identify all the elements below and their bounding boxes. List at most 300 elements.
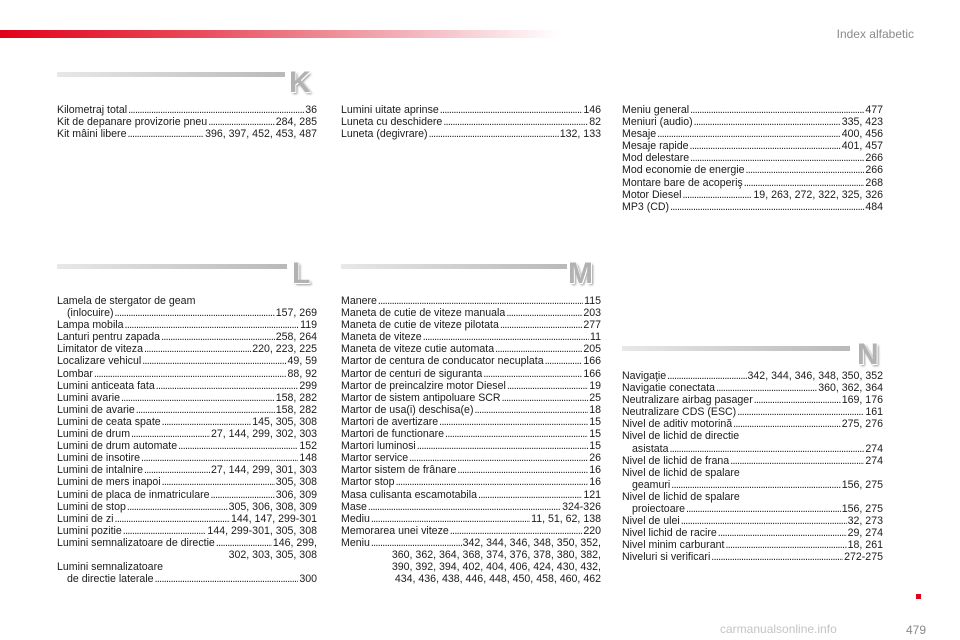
index-entry <box>622 430 883 442</box>
leader-dots <box>128 104 304 116</box>
index-term: Lumini de drum automate <box>57 440 178 453</box>
index-entry: 302, 303, 305, 308 <box>228 548 317 561</box>
index-entry <box>622 189 883 201</box>
leader-dots <box>216 537 272 549</box>
index-pages: 158, 282 <box>275 391 317 404</box>
index-pages: 121 <box>583 488 601 501</box>
section-letter-m: M <box>568 257 593 290</box>
index-entry <box>341 428 601 440</box>
index-entry <box>341 104 601 116</box>
index-pages: 205 <box>583 343 601 356</box>
index-term: Maneta de viteze cutie automata <box>341 343 495 356</box>
index-entry <box>622 116 883 128</box>
index-term: Motor Diesel <box>622 188 682 201</box>
index-pages: 27, 144, 299, 301, 303 <box>210 464 317 477</box>
index-term: Lumini de avarie <box>57 403 135 416</box>
index-term: Nivel de ulei <box>622 515 680 528</box>
index-entry <box>57 307 317 319</box>
leader-dots <box>682 189 752 201</box>
index-term: Lumini uitate aprinse <box>341 104 439 116</box>
index-term: Luneta (degivrare) <box>341 128 428 141</box>
index-pages: 82 <box>589 116 601 129</box>
index-pages: 132, 133 <box>559 128 601 141</box>
leader-dots <box>657 128 841 140</box>
leader-dots <box>368 501 561 513</box>
leader-dots <box>744 177 865 189</box>
index-term: Mod delestare <box>622 152 690 165</box>
index-term: Martor de usa(i) deschisa(e) <box>341 403 474 416</box>
index-entry <box>57 452 317 464</box>
index-term: Lumini de mers inapoi <box>57 476 161 489</box>
section-letter-l: L <box>292 257 311 290</box>
index-term: Memorarea unei viteze <box>341 524 449 537</box>
leader-dots <box>136 404 275 416</box>
index-entry <box>57 416 317 428</box>
index-term: Meniu general <box>622 104 690 116</box>
index-pages: 16 <box>589 464 601 477</box>
section-l-rule <box>57 264 287 269</box>
index-pages: 266 <box>865 152 883 165</box>
index-entry <box>57 537 317 549</box>
leader-dots <box>754 394 841 406</box>
index-pages: 300 <box>299 573 317 586</box>
index-column-l <box>57 295 317 585</box>
leader-dots <box>686 503 841 515</box>
index-pages: 274 <box>865 454 883 467</box>
index-entry <box>341 404 601 416</box>
index-term: Martor stop <box>341 476 395 489</box>
leader-dots <box>746 164 865 176</box>
index-pages: 158, 282 <box>275 403 317 416</box>
index-pages: 220 <box>583 524 601 537</box>
leader-dots <box>474 404 588 416</box>
index-term: Lumini anticeata fata <box>57 379 155 392</box>
index-term: Lumini de insotire <box>57 452 141 465</box>
index-pages: 15 <box>589 428 601 441</box>
index-term: Lumini avarie <box>57 391 121 404</box>
index-entry <box>57 295 317 307</box>
index-pages: 156, 275 <box>841 503 883 516</box>
leader-dots <box>131 428 210 440</box>
index-term: Mesaje <box>622 128 657 141</box>
leader-dots <box>417 440 588 452</box>
index-entry <box>622 515 883 527</box>
watermark: carmanualsonline.info <box>720 622 837 636</box>
leader-dots <box>690 140 841 152</box>
leader-dots <box>371 537 462 549</box>
index-entry <box>622 128 883 140</box>
index-pages: 396, 397, 452, 453, 487 <box>205 128 317 141</box>
leader-dots <box>690 104 864 116</box>
index-term: Neutralizare CDS (ESC) <box>622 406 737 419</box>
index-pages: 272-275 <box>844 551 883 564</box>
index-term: Kit mâini libere <box>57 128 127 141</box>
index-pages: 477 <box>865 104 883 116</box>
leader-dots <box>667 370 746 382</box>
index-pages: 145, 305, 308 <box>252 415 317 428</box>
index-entry <box>57 380 317 392</box>
index-pages: 324-326 <box>562 500 601 513</box>
index-pages: 156, 275 <box>841 478 883 491</box>
index-entry <box>57 489 317 501</box>
index-term: Lanturi pentru zapada <box>57 331 161 344</box>
index-term: Nivel de lichid de spalare <box>622 490 740 503</box>
leader-dots <box>429 128 559 140</box>
index-entry <box>622 164 883 176</box>
index-entry <box>341 489 601 501</box>
leader-dots <box>121 392 275 404</box>
index-entry <box>57 319 317 331</box>
index-entry <box>622 539 883 551</box>
index-entry <box>57 104 317 116</box>
leader-dots <box>115 307 275 319</box>
index-term: Martori de avertizare <box>341 415 439 428</box>
page-header-title: Index alfabetic <box>836 27 914 41</box>
index-term: Maneta de viteze <box>341 331 422 344</box>
index-entry <box>57 440 317 452</box>
section-m-rule <box>341 264 567 269</box>
index-term: Neutralizare airbag pasager <box>622 394 753 407</box>
index-entry <box>622 140 883 152</box>
index-entry <box>341 416 601 428</box>
index-term: Meniuri (audio) <box>622 116 693 129</box>
section-letter-n: N <box>857 338 879 371</box>
index-pages: 144, 147, 299-301 <box>230 512 317 525</box>
index-term: Navigatie conectata <box>622 382 716 395</box>
leader-dots <box>125 319 300 331</box>
index-entry <box>622 491 883 503</box>
index-pages: 342, 344, 346, 348, 350, 352, <box>462 536 601 549</box>
index-pages: 16 <box>589 476 601 489</box>
index-term: Martor de centura de conducator necuplata <box>341 355 544 368</box>
index-term: Nivel de aditiv motorină <box>622 418 733 431</box>
index-pages: 36 <box>305 104 317 116</box>
index-pages: 305, 306, 308, 309 <box>228 500 317 513</box>
index-term: Lumini de intalnire <box>57 464 143 477</box>
index-term: Lamela de stergator de geam <box>57 295 196 307</box>
index-term: Maneta de cutie de viteze pilotata <box>341 319 499 332</box>
index-term: Nivel de lichid de spalare <box>622 466 740 479</box>
leader-dots <box>545 355 583 367</box>
index-pages: 32, 273 <box>847 515 883 528</box>
index-pages: 11 <box>590 331 601 344</box>
index-entry <box>57 404 317 416</box>
index-entry <box>622 394 883 406</box>
index-pages: 11, 51, 62, 138 <box>531 512 601 525</box>
index-entry <box>341 380 601 392</box>
index-pages: 115 <box>584 295 601 307</box>
index-pages: 15 <box>589 415 601 428</box>
index-entry <box>622 467 883 479</box>
leader-dots <box>670 201 864 213</box>
index-entry <box>57 513 317 525</box>
index-entry <box>57 331 317 343</box>
leader-dots <box>495 343 582 355</box>
index-term: (inlocuire) <box>67 307 114 320</box>
index-pages: 306, 309 <box>275 488 317 501</box>
index-entry <box>341 525 601 537</box>
index-entry <box>57 116 317 128</box>
index-term: geamuri <box>632 478 671 491</box>
index-term: Montare bare de acoperiş <box>622 176 743 189</box>
leader-dots <box>457 464 588 476</box>
leader-dots <box>156 380 299 392</box>
index-entry <box>341 452 601 464</box>
index-term: Mod economie de energie <box>622 164 745 177</box>
index-entry <box>622 201 883 213</box>
index-entry <box>341 128 601 140</box>
index-pages: 258, 264 <box>275 331 317 344</box>
index-term: Lumini semnalizatoare <box>57 561 163 574</box>
index-term: Lumini de zi <box>57 512 114 525</box>
leader-dots <box>208 116 275 128</box>
index-entry <box>622 418 883 430</box>
index-entry <box>622 406 883 418</box>
leader-dots <box>396 476 589 488</box>
header-accent-bar <box>0 30 560 38</box>
index-pages: 88, 92 <box>287 367 317 380</box>
leader-dots <box>127 501 228 513</box>
index-term: Lumini de drum <box>57 428 131 441</box>
index-term: Manere <box>341 295 377 307</box>
leader-dots <box>127 128 204 140</box>
index-pages: 275, 276 <box>841 418 883 431</box>
index-term: Lumini pozitie <box>57 524 122 537</box>
leader-dots <box>506 307 582 319</box>
index-term: Martor de sistem antipoluare SCR <box>341 391 501 404</box>
index-term: Martor service <box>341 452 409 465</box>
index-term: Martori luminosi <box>341 440 416 453</box>
index-term: asistata <box>632 442 669 455</box>
index-pages: 146 <box>583 104 601 116</box>
index-entry <box>341 392 601 404</box>
index-entry <box>622 443 883 455</box>
leader-dots <box>123 525 207 537</box>
index-entry <box>341 368 601 380</box>
index-entry <box>57 392 317 404</box>
index-term: proiectoare <box>632 503 685 516</box>
section-letter-k: K <box>289 66 311 99</box>
leader-dots <box>443 116 588 128</box>
leader-dots <box>144 464 210 476</box>
leader-dots <box>94 368 287 380</box>
leader-dots <box>478 489 582 501</box>
leader-dots <box>690 152 864 164</box>
index-term: Kit de depanare provizorie pneu <box>57 116 208 129</box>
index-entry <box>341 464 601 476</box>
index-term: Maneta de cutie de viteze manuala <box>341 307 506 320</box>
leader-dots <box>371 513 530 525</box>
leader-dots <box>507 380 588 392</box>
index-entry <box>341 116 601 128</box>
index-entry: 360, 362, 364, 368, 374, 376, 378, 380, 382, <box>391 548 601 561</box>
leader-dots <box>502 392 589 404</box>
index-pages: 305, 308 <box>275 476 317 489</box>
index-pages: 400, 456 <box>841 128 883 141</box>
page-number: 479 <box>905 623 926 637</box>
index-entry <box>57 525 317 537</box>
index-pages: 25 <box>589 391 601 404</box>
index-term: Mesaje rapide <box>622 140 689 153</box>
index-term: Nivel minim carburant <box>622 539 725 552</box>
index-term: Martor de preincalzire motor Diesel <box>341 379 506 392</box>
index-term: Lumini de ceata spate <box>57 415 161 428</box>
index-pages: 268 <box>865 176 883 189</box>
leader-dots <box>733 418 841 430</box>
index-term: MP3 (CD) <box>622 200 670 213</box>
index-pages: 274 <box>865 442 883 455</box>
index-entry <box>622 455 883 467</box>
index-entry <box>57 561 317 573</box>
index-term: Lumini de placa de inmatriculare <box>57 488 210 501</box>
index-entry <box>622 152 883 164</box>
leader-dots <box>681 515 847 527</box>
index-entry: 390, 392, 394, 402, 404, 406, 424, 430, 432, <box>391 561 601 574</box>
index-entry <box>622 177 883 189</box>
index-entry <box>341 319 601 331</box>
leader-dots <box>711 551 843 563</box>
leader-dots <box>155 573 299 585</box>
index-term: Lampa mobila <box>57 319 124 332</box>
leader-dots <box>450 525 583 537</box>
index-term: Martor sistem de frânare <box>341 464 457 477</box>
index-term: Mase <box>341 500 367 513</box>
index-pages: 335, 423 <box>841 116 883 129</box>
index-entry <box>341 476 601 488</box>
leader-dots <box>671 479 840 491</box>
leader-dots <box>378 295 583 307</box>
leader-dots <box>178 440 298 452</box>
index-entry <box>341 501 601 513</box>
index-pages: 277 <box>583 319 601 332</box>
index-pages: 220, 223, 225 <box>252 343 317 356</box>
index-pages: 18, 261 <box>847 539 883 552</box>
index-pages: 166 <box>583 367 601 380</box>
index-pages: 148 <box>299 452 317 465</box>
index-column-m <box>341 295 601 585</box>
leader-dots <box>161 331 275 343</box>
index-entry <box>341 343 601 355</box>
index-entry <box>57 128 317 140</box>
leader-dots <box>115 513 230 525</box>
index-term: Lumini de stop <box>57 500 126 513</box>
index-column-n <box>622 370 883 564</box>
index-pages: 484 <box>865 200 883 213</box>
leader-dots <box>162 416 252 428</box>
index-column-m-top <box>622 104 883 213</box>
index-pages: 19 <box>589 379 601 392</box>
leader-dots <box>716 382 817 394</box>
index-entry <box>622 382 883 394</box>
leader-dots <box>211 489 275 501</box>
leader-dots <box>670 443 865 455</box>
index-term: Martori de functionare <box>341 428 445 441</box>
index-entry <box>341 440 601 452</box>
leader-dots <box>730 455 864 467</box>
index-entry <box>341 537 601 549</box>
index-pages: 203 <box>583 307 601 320</box>
index-pages: 152 <box>299 440 317 453</box>
index-entry <box>57 428 317 440</box>
leader-dots <box>142 355 286 367</box>
index-term: Masa culisanta escamotabila <box>341 488 478 501</box>
leader-dots <box>141 452 298 464</box>
index-pages: 26 <box>589 452 601 465</box>
leader-dots <box>483 368 582 380</box>
index-pages: 266 <box>865 164 883 177</box>
index-entry <box>57 501 317 513</box>
leader-dots <box>144 343 251 355</box>
index-entry <box>622 104 883 116</box>
index-term: Luneta cu deschidere <box>341 116 443 129</box>
index-entry <box>622 370 883 382</box>
leader-dots <box>439 416 588 428</box>
index-entry <box>57 573 317 585</box>
index-term: Niveluri si verificari <box>622 551 711 564</box>
index-term: Limitator de viteza <box>57 343 143 356</box>
index-pages: 119 <box>300 319 317 332</box>
index-entry <box>341 355 601 367</box>
leader-dots <box>162 476 275 488</box>
index-entry <box>341 513 601 525</box>
leader-dots <box>409 452 588 464</box>
index-pages: 166 <box>583 355 601 368</box>
index-pages: 144, 299-301, 305, 308 <box>207 524 317 537</box>
index-pages: 146, 299, <box>272 536 317 549</box>
index-entry <box>622 551 883 563</box>
index-term: Meniu <box>341 536 370 549</box>
index-pages: 27, 144, 299, 302, 303 <box>210 428 317 441</box>
index-term: Localizare vehicul <box>57 355 142 368</box>
index-entry: 434, 436, 438, 446, 448, 450, 458, 460, 462 <box>394 573 601 586</box>
leader-dots <box>718 527 847 539</box>
index-term: Nivel lichid de racire <box>622 527 717 540</box>
index-entry <box>57 476 317 488</box>
index-pages: 29, 274 <box>847 527 883 540</box>
index-pages: 18 <box>589 403 601 416</box>
index-entry <box>341 307 601 319</box>
leader-dots <box>500 319 582 331</box>
index-entry <box>57 355 317 367</box>
index-pages: 169, 176 <box>841 394 883 407</box>
index-entry <box>622 479 883 491</box>
index-entry <box>57 464 317 476</box>
index-entry <box>341 331 601 343</box>
leader-dots <box>694 116 841 128</box>
index-pages: 401, 457 <box>841 140 883 153</box>
index-entry <box>57 368 317 380</box>
index-pages: 19, 263, 272, 322, 325, 326 <box>753 188 883 201</box>
index-entry <box>57 343 317 355</box>
index-entry <box>341 295 601 307</box>
index-term: de directie laterale <box>67 573 154 586</box>
index-pages: 299 <box>299 379 317 392</box>
index-term: Lombar <box>57 367 93 380</box>
index-pages: 342, 344, 346, 348, 350, 352 <box>747 370 883 382</box>
leader-dots <box>440 104 583 116</box>
section-k-rule <box>57 72 285 77</box>
section-n-rule <box>622 346 850 351</box>
index-term: Lumini semnalizatoare de directie <box>57 536 215 549</box>
index-pages: 49, 59 <box>287 355 317 368</box>
index-term: Martor de centuri de siguranta <box>341 367 483 380</box>
index-pages: 360, 362, 364 <box>818 382 883 395</box>
index-pages: 157, 269 <box>275 307 317 320</box>
leader-dots <box>423 331 589 343</box>
index-entry <box>622 527 883 539</box>
index-term: Nivel de lichid de directie <box>622 430 740 443</box>
index-term: Navigaţie <box>622 370 667 382</box>
